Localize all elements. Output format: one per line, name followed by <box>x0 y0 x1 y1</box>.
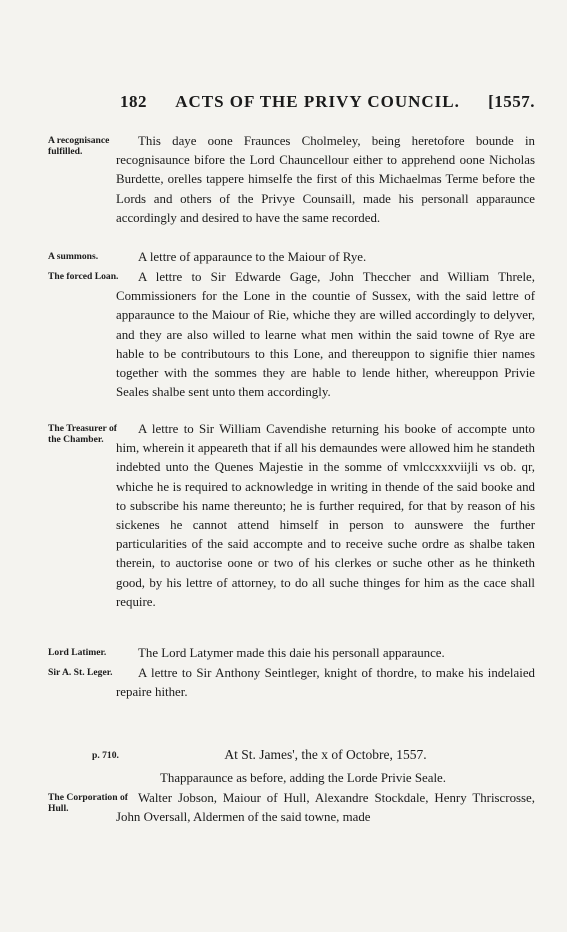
paragraph-st-leger <box>116 664 535 702</box>
running-title: ACTS OF THE PRIVY COUNCIL. <box>175 92 460 111</box>
paragraph-text: This daye oone Fraunces Cholmeley, being heretofore bounde in recognisaunce bifore the Lord Chauncellour either to apprehend oone Nicholas Burdette, orelles tappere himselfe the first of this Michaelmas Terme before the Lords and others of the Privye Counsaill, made his personall apparaunce accordingly and desired to have the same recorded. <box>116 134 535 225</box>
meeting-heading: At St. James', the x of Octobre, 1557. <box>224 747 427 762</box>
paragraph-text: The Lord Latymer made this daie his personall apparaunce. <box>138 646 445 660</box>
margin-note-page-ref: p. 710. <box>92 750 119 761</box>
paragraph-summons <box>116 248 535 267</box>
paragraph-hull <box>116 789 535 827</box>
margin-note-st-leger: Sir A. St. Leger. <box>48 667 113 678</box>
paragraph-attendance <box>116 769 535 788</box>
margin-note-summons: A summons. <box>48 251 99 262</box>
paragraph-forced-loan <box>116 268 535 402</box>
paragraph-recognisance <box>116 132 535 228</box>
paragraph-text: Thapparaunce as before, adding the Lorde Privie Seale. <box>160 771 446 785</box>
margin-note-latimer: Lord Latimer. <box>48 647 107 658</box>
page-number: 182 <box>120 92 147 111</box>
margin-note-hull: The Corporation of Hull. <box>48 792 128 814</box>
margin-note-treasurer: The Treasurer of the Chamber. <box>48 423 117 445</box>
paragraph-text: Walter Jobson, Maiour of Hull, Alexandre Stockdale, Henry Thriscrosse, John Oversall, Aldermen of the said towne, made <box>116 791 535 825</box>
paragraph-latimer <box>116 644 535 663</box>
paragraph-text: A lettre to Sir Edwarde Gage, John Theccher and William Threle, Commissioners for the Lone in the countie of Sussex, with the said lettre of apparaunce to the Maiour of Rie, whiche they are willed accordingly to delyver, and they are also willed to learne what men within the said towne of Rye are hable to be contributours to this Lone, and thereuppon to signifie thier names together with the sommes they are hable to lende hither, whereuppon Privie Seales shalbe sent unto them accordingly. <box>116 270 535 400</box>
page-header <box>120 92 535 112</box>
header-year: [1557. <box>488 92 535 111</box>
margin-note-recognisance: A recognisance fulfilled. <box>48 135 110 157</box>
paragraph-text: A lettre to Sir William Cavendishe returning his booke of accompte unto him, wherein it appeareth that if all his demaundes were allowed him he standeth indebted unto the Quenes Majestie in the somme of vmlccxxxviijli vs ob. qr, whiche he is required to acknowledge in writing in thende of the said booke and to subscribe his name thereunto; he is further required, for that by reason of his sickenes he cannot attend himself in person to aunswere the further particularities of the said accompte and to receive suche ordre as shalbe taken therein, to auctorise oone or two of his clerkes or suche other as he thinketh good, by his lettre of attorney, to do all suche thinges for him as the cace shall require. <box>116 422 535 609</box>
paragraph-text: A lettre to Sir Anthony Seintleger, knight of thordre, to make his indelaied repaire hither. <box>116 666 535 700</box>
margin-note-forced-loan: The forced Loan. <box>48 271 119 282</box>
paragraph-text: A lettre of apparaunce to the Maiour of Rye. <box>138 250 367 264</box>
paragraph-treasurer <box>116 420 535 612</box>
